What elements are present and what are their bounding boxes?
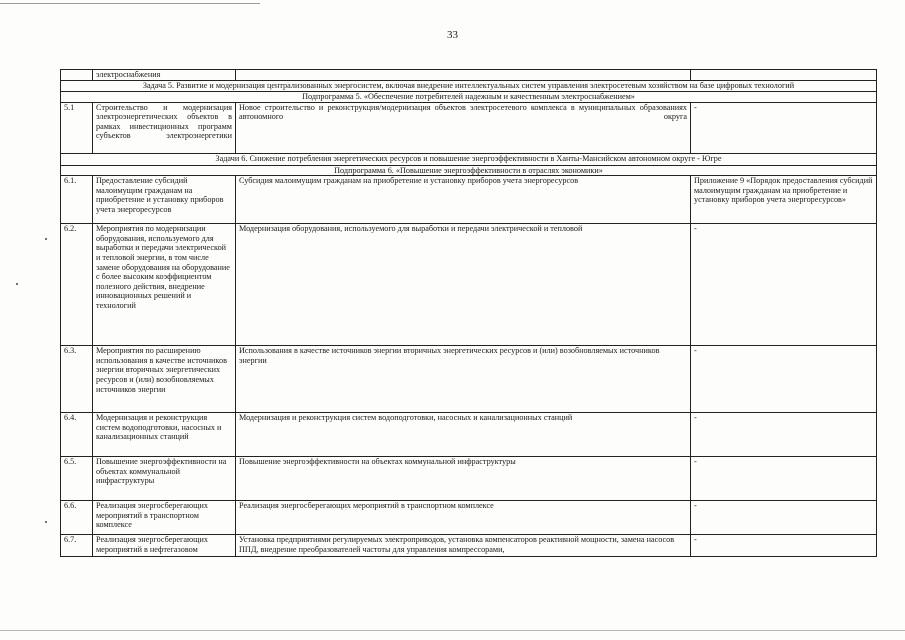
scan-speck	[45, 521, 47, 523]
scan-speck	[16, 283, 18, 285]
scan-speck	[45, 238, 47, 240]
cell-description: Установка предприятиями регулируемых электроприводов, установка компенсаторов реактивной мощности, замена насосов ППД, внедрение преобразователей частоты для управления компрессорами,	[236, 535, 691, 557]
cell-document: -	[691, 535, 877, 557]
subprogram-5-heading: Подпрограмма 5. «Обеспечение потребителей надежным и качественным электроснабжением»	[61, 91, 877, 102]
cell-name: Предоставление субсидий малоимущим гражданам на приобретение и установку приборов учета энергоресурсов	[93, 176, 236, 224]
cell-document: -	[691, 102, 877, 153]
cell-number: 6.4.	[61, 413, 93, 457]
task-row	[61, 80, 877, 91]
cell-number: 6.2.	[61, 224, 93, 346]
cell-description: Использования в качестве источников энергии вторичных энергетических ресурсов и (или) возобновляемых источников энергии	[236, 346, 691, 413]
cell-document: Приложение 9 «Порядок предоставления субсидий малоимущим гражданам на приобретение и установку приборов учета энергоресурсов»	[691, 176, 877, 224]
table-row	[61, 535, 877, 557]
subprogram-row	[61, 165, 877, 176]
cell-number: 5.1	[61, 102, 93, 153]
cell-description: Реализация энергосберегающих мероприятий в транспортном комплексе	[236, 501, 691, 535]
cell-name: Модернизация и реконструкция систем водоподготовки, насосных и канализационных станций	[93, 413, 236, 457]
cell-document: -	[691, 501, 877, 535]
subprogram-row	[61, 91, 877, 102]
table-row	[61, 176, 877, 224]
subprogram-6-heading: Подпрограмма 6. «Повышение энергоэффективности в отраслях экономики»	[61, 165, 877, 176]
cell-document: -	[691, 457, 877, 501]
scan-artifact-line	[0, 3, 260, 4]
cell-description: Новое строительство и реконструкция/модернизация объектов электросетевого комплекса в муниципальных образованиях автономного округа	[236, 102, 691, 153]
cell-number: 6.1.	[61, 176, 93, 224]
cell-description: Повышение энергоэффективности на объектах коммунальной инфраструктуры	[236, 457, 691, 501]
cell-description: Модернизация и реконструкция систем водоподготовки, насосных и канализационных станций	[236, 413, 691, 457]
table-row	[61, 501, 877, 535]
cell-name: Реализация энергосберегающих мероприятий в нефтегазовом	[93, 535, 236, 557]
table-row	[61, 413, 877, 457]
task-5-heading: Задача 5. Развитие и модернизация централизованных энергосистем, включая внедрение интеллектуальных систем управления электросетевым хозяйством на базе цифровых технологий	[61, 80, 877, 91]
cell-name: Мероприятия по модернизации оборудования, используемого для выработки и передачи электрической и тепловой энергии, в том числе замене оборудования на оборудование с более высоким коэффициентом полезного действия, внедрение инновационных решений и технологий	[93, 224, 236, 346]
table-row	[61, 102, 877, 153]
table-row	[61, 70, 877, 81]
cell-number: 6.5.	[61, 457, 93, 501]
cell-name: электроснабжения	[93, 70, 236, 81]
cell-document: -	[691, 346, 877, 413]
cell-name: Реализация энергосберегающих мероприятий в транспортном комплексе	[93, 501, 236, 535]
page-number: 33	[447, 29, 458, 41]
cell-description: Субсидия малоимущим гражданам на приобретение и установку приборов учета энергоресурсов	[236, 176, 691, 224]
cell-name: Мероприятия по расширению использования в качестве источников энергии вторичных энергетических ресурсов и (или) возобновляемых источников энергии	[93, 346, 236, 413]
table-row	[61, 224, 877, 346]
table-row	[61, 457, 877, 501]
cell-number: 6.7.	[61, 535, 93, 557]
cell-document: -	[691, 224, 877, 346]
task-row	[61, 153, 877, 165]
cell-number: 6.3.	[61, 346, 93, 413]
cell-number: 6.6.	[61, 501, 93, 535]
scan-artifact-line	[0, 630, 905, 631]
task-6-heading: Задачи 6. Снижение потребления энергетических ресурсов и повышение энергоэффективности в Ханты-Мансийском автономном округе - Югре	[61, 153, 877, 165]
table-row	[61, 346, 877, 413]
cell-document: -	[691, 413, 877, 457]
cell-description: Модернизация оборудования, используемого для выработки и передачи электрической и тепловой	[236, 224, 691, 346]
measures-table	[60, 69, 877, 557]
cell-name: Строительство и модернизация электроэнергетических объектов в рамках инвестиционных программ субъектов электроэнергетики	[93, 102, 236, 153]
cell-name: Повышение энергоэффективности на объектах коммунальной инфраструктуры	[93, 457, 236, 501]
